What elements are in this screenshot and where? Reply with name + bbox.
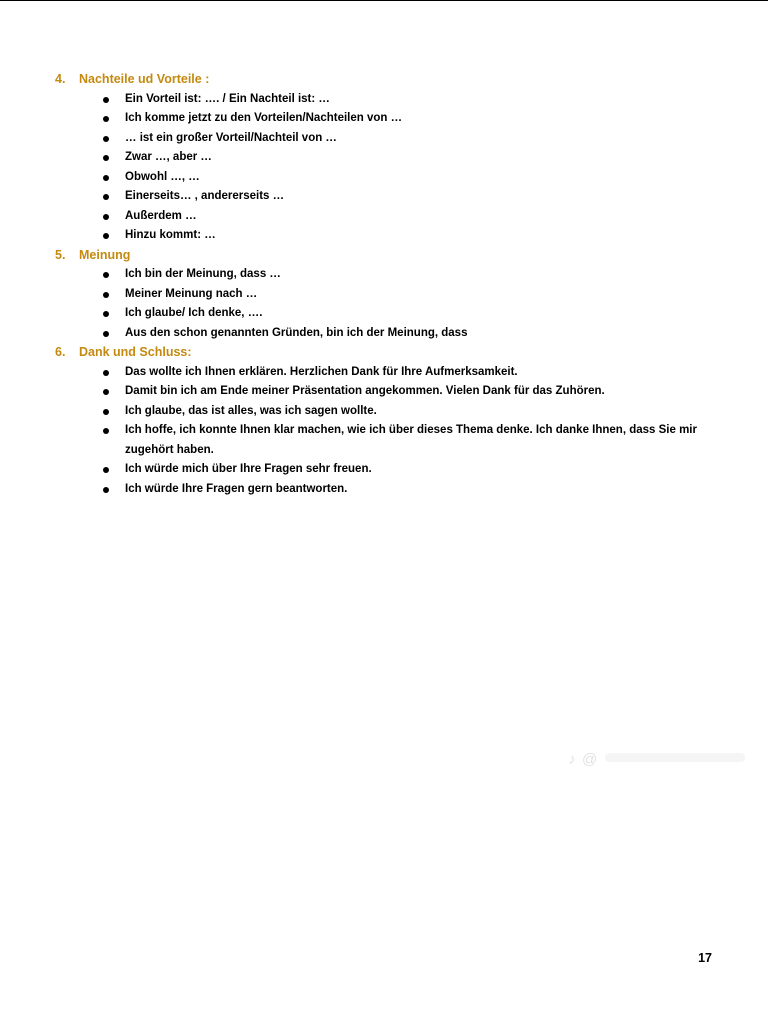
list-item-text: … ist ein großer Vorteil/Nachteil von … [125, 131, 337, 144]
list-item-text: Ein Vorteil ist: …. / Ein Nachteil ist: … [125, 92, 330, 105]
section-heading [55, 246, 715, 266]
bullet-icon [103, 311, 109, 317]
section-heading [55, 343, 715, 363]
bullet-list [55, 90, 715, 246]
list-item [55, 402, 715, 422]
list-item-text: Ich hoffe, ich konnte Ihnen klar machen, wie ich über dieses Thema denke. Ich danke Ihnen, dass Sie mir zugehört haben. [125, 424, 697, 456]
list-item-text: Obwohl …, … [125, 170, 200, 183]
bullet-icon [103, 116, 109, 122]
list-item [55, 90, 715, 110]
bullet-icon [103, 292, 109, 298]
tiktok-watermark [562, 748, 752, 772]
tiktok-logo-icon: ♪ [568, 751, 576, 768]
bullet-icon [103, 97, 109, 103]
list-item [55, 265, 715, 285]
list-item-text: Ich glaube/ Ich denke, …. [125, 307, 263, 319]
list-item [55, 480, 715, 500]
list-item [55, 226, 715, 246]
list-item [55, 324, 715, 344]
list-item-text: Aus den schon genannten Gründen, bin ich der Meinung, dass [125, 326, 468, 339]
section-title: Nachteile ud Vorteile : [79, 72, 210, 86]
list-item-text: Außerdem … [125, 209, 197, 222]
section-meinung [55, 246, 715, 344]
list-item-text: Ich bin der Meinung, dass … [125, 268, 281, 280]
section-title: Dank und Schluss: [79, 345, 192, 359]
list-item [55, 382, 715, 402]
list-item-text: Ich würde mich über Ihre Fragen sehr freuen. [125, 463, 372, 475]
list-item-text: Meiner Meinung nach … [125, 287, 258, 300]
bullet-icon [103, 272, 109, 278]
section-number: 5. [55, 247, 66, 262]
list-item-text: Ich glaube, das ist alles, was ich sagen wollte. [125, 404, 377, 417]
list-item-text: Das wollte ich Ihnen erklären. Herzlichen Dank für Ihre Aufmerksamkeit. [125, 365, 518, 378]
bullet-icon [103, 370, 109, 376]
section-heading [55, 70, 715, 90]
bullet-icon [103, 389, 109, 395]
section-nachteile-vorteile [55, 70, 715, 246]
bullet-icon [103, 233, 109, 239]
list-item-text: Zwar …, aber … [125, 151, 212, 163]
watermark-handle: @ [582, 751, 598, 768]
list-item [55, 168, 715, 188]
bullet-icon [103, 331, 109, 337]
bullet-icon [103, 428, 109, 434]
list-item [55, 363, 715, 383]
list-item [55, 460, 715, 480]
bullet-icon [103, 487, 109, 493]
page-number: 17 [698, 951, 712, 965]
document-body [55, 70, 715, 499]
section-title: Meinung [79, 247, 131, 262]
section-number: 4. [55, 72, 66, 86]
bullet-icon [103, 155, 109, 161]
list-item-text: Hinzu kommt: … [125, 229, 216, 241]
list-item-text: Ich komme jetzt zu den Vorteilen/Nachteilen von … [125, 112, 403, 124]
list-item [55, 148, 715, 168]
bullet-icon [103, 136, 109, 142]
top-border-line [0, 0, 768, 1]
list-item [55, 187, 715, 207]
blurred-handle-shape [601, 750, 751, 764]
bullet-list [55, 363, 715, 500]
section-dank-und-schluss [55, 343, 715, 499]
bullet-list [55, 265, 715, 343]
bullet-icon [103, 214, 109, 220]
bullet-icon [103, 175, 109, 181]
list-item [55, 304, 715, 324]
bullet-icon [103, 467, 109, 473]
list-item-text: Damit bin ich am Ende meiner Präsentation angekommen. Vielen Dank für das Zuhören. [125, 385, 605, 397]
list-item [55, 285, 715, 305]
bullet-icon [103, 194, 109, 200]
list-item [55, 129, 715, 149]
section-number: 6. [55, 345, 66, 359]
list-item-text: Einerseits… , andererseits … [125, 190, 285, 202]
list-item [55, 207, 715, 227]
bullet-icon [103, 409, 109, 415]
list-item [55, 421, 715, 460]
list-item [55, 109, 715, 129]
list-item-text: Ich würde Ihre Fragen gern beantworten. [125, 482, 348, 495]
